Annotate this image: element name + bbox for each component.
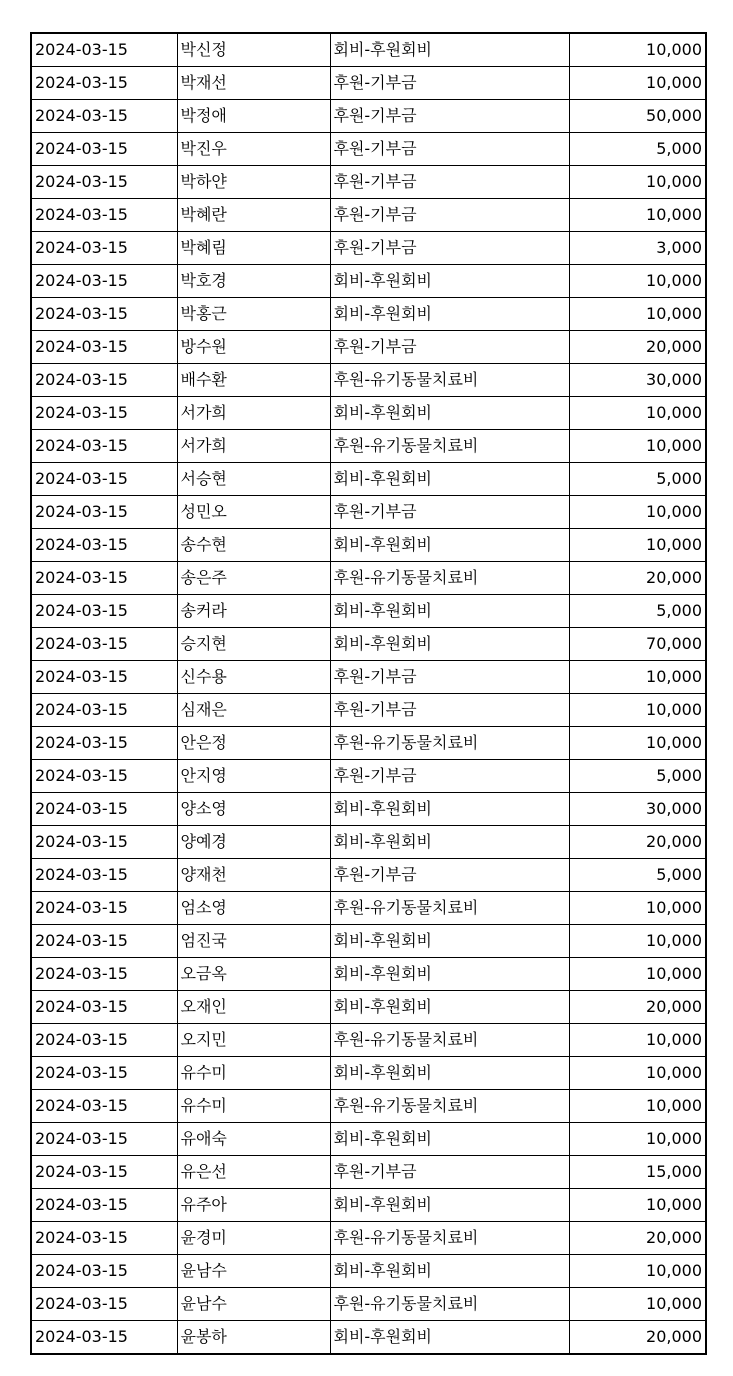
cell-amount: 10,000 xyxy=(569,1288,706,1321)
cell-date: 2024-03-15 xyxy=(31,826,177,859)
cell-name: 윤경미 xyxy=(177,1222,330,1255)
cell-category: 후원-기부금 xyxy=(330,199,569,232)
cell-name: 유은선 xyxy=(177,1156,330,1189)
cell-date: 2024-03-15 xyxy=(31,1255,177,1288)
cell-date: 2024-03-15 xyxy=(31,133,177,166)
cell-category: 회비-후원회비 xyxy=(330,265,569,298)
cell-category: 후원-유기동물치료비 xyxy=(330,727,569,760)
cell-date: 2024-03-15 xyxy=(31,1288,177,1321)
cell-date: 2024-03-15 xyxy=(31,331,177,364)
table-row xyxy=(31,1057,706,1090)
cell-category: 회비-후원회비 xyxy=(330,397,569,430)
cell-amount: 10,000 xyxy=(569,1189,706,1222)
cell-amount: 10,000 xyxy=(569,694,706,727)
table-row xyxy=(31,595,706,628)
cell-category: 회비-후원회비 xyxy=(330,33,569,67)
cell-name: 양예경 xyxy=(177,826,330,859)
cell-amount: 10,000 xyxy=(569,430,706,463)
cell-category: 후원-기부금 xyxy=(330,232,569,265)
cell-amount: 10,000 xyxy=(569,1123,706,1156)
cell-amount: 10,000 xyxy=(569,892,706,925)
cell-date: 2024-03-15 xyxy=(31,100,177,133)
cell-name: 박재선 xyxy=(177,67,330,100)
cell-date: 2024-03-15 xyxy=(31,1222,177,1255)
cell-name: 방수원 xyxy=(177,331,330,364)
cell-amount: 10,000 xyxy=(569,727,706,760)
cell-name: 양재천 xyxy=(177,859,330,892)
cell-amount: 10,000 xyxy=(569,496,706,529)
cell-amount: 30,000 xyxy=(569,793,706,826)
cell-category: 후원-기부금 xyxy=(330,67,569,100)
cell-category: 후원-기부금 xyxy=(330,331,569,364)
cell-date: 2024-03-15 xyxy=(31,67,177,100)
table-row xyxy=(31,925,706,958)
cell-category: 회비-후원회비 xyxy=(330,1321,569,1355)
cell-date: 2024-03-15 xyxy=(31,397,177,430)
table-row xyxy=(31,826,706,859)
cell-date: 2024-03-15 xyxy=(31,628,177,661)
cell-name: 서가희 xyxy=(177,430,330,463)
cell-name: 배수환 xyxy=(177,364,330,397)
cell-date: 2024-03-15 xyxy=(31,1123,177,1156)
cell-date: 2024-03-15 xyxy=(31,991,177,1024)
cell-category: 회비-후원회비 xyxy=(330,1255,569,1288)
cell-amount: 10,000 xyxy=(569,397,706,430)
table-row xyxy=(31,1255,706,1288)
cell-category: 회비-후원회비 xyxy=(330,826,569,859)
cell-category: 회비-후원회비 xyxy=(330,298,569,331)
table-row xyxy=(31,33,706,67)
table-row xyxy=(31,364,706,397)
cell-name: 박정애 xyxy=(177,100,330,133)
cell-amount: 10,000 xyxy=(569,1024,706,1057)
table-row xyxy=(31,331,706,364)
cell-name: 송은주 xyxy=(177,562,330,595)
cell-date: 2024-03-15 xyxy=(31,265,177,298)
cell-amount: 10,000 xyxy=(569,1255,706,1288)
cell-name: 서가희 xyxy=(177,397,330,430)
cell-category: 후원-유기동물치료비 xyxy=(330,1024,569,1057)
cell-amount: 15,000 xyxy=(569,1156,706,1189)
cell-category: 후원-기부금 xyxy=(330,694,569,727)
table-row xyxy=(31,1024,706,1057)
cell-amount: 10,000 xyxy=(569,1090,706,1123)
table-row xyxy=(31,232,706,265)
table-row xyxy=(31,694,706,727)
cell-amount: 20,000 xyxy=(569,1222,706,1255)
cell-date: 2024-03-15 xyxy=(31,430,177,463)
cell-category: 후원-기부금 xyxy=(330,496,569,529)
donation-ledger-table xyxy=(30,32,707,1355)
table-row xyxy=(31,67,706,100)
table-row xyxy=(31,1156,706,1189)
cell-category: 후원-유기동물치료비 xyxy=(330,562,569,595)
cell-amount: 5,000 xyxy=(569,595,706,628)
cell-name: 엄소영 xyxy=(177,892,330,925)
table-row xyxy=(31,199,706,232)
cell-amount: 5,000 xyxy=(569,463,706,496)
cell-category: 후원-유기동물치료비 xyxy=(330,1288,569,1321)
cell-date: 2024-03-15 xyxy=(31,1189,177,1222)
cell-name: 박하얀 xyxy=(177,166,330,199)
table-row xyxy=(31,1288,706,1321)
cell-name: 신수용 xyxy=(177,661,330,694)
cell-date: 2024-03-15 xyxy=(31,727,177,760)
cell-name: 유주아 xyxy=(177,1189,330,1222)
cell-date: 2024-03-15 xyxy=(31,892,177,925)
cell-date: 2024-03-15 xyxy=(31,1024,177,1057)
cell-name: 박혜란 xyxy=(177,199,330,232)
table-row xyxy=(31,661,706,694)
table-row xyxy=(31,298,706,331)
cell-date: 2024-03-15 xyxy=(31,694,177,727)
cell-name: 안은정 xyxy=(177,727,330,760)
table-row xyxy=(31,1321,706,1355)
cell-date: 2024-03-15 xyxy=(31,760,177,793)
cell-date: 2024-03-15 xyxy=(31,496,177,529)
cell-amount: 20,000 xyxy=(569,331,706,364)
cell-amount: 30,000 xyxy=(569,364,706,397)
table-row xyxy=(31,463,706,496)
cell-amount: 10,000 xyxy=(569,661,706,694)
cell-amount: 10,000 xyxy=(569,925,706,958)
cell-amount: 3,000 xyxy=(569,232,706,265)
table-row xyxy=(31,133,706,166)
cell-category: 후원-유기동물치료비 xyxy=(330,430,569,463)
table-row xyxy=(31,859,706,892)
cell-name: 박호경 xyxy=(177,265,330,298)
cell-category: 회비-후원회비 xyxy=(330,529,569,562)
table-row xyxy=(31,727,706,760)
ledger-body xyxy=(31,33,706,1354)
cell-amount: 50,000 xyxy=(569,100,706,133)
cell-date: 2024-03-15 xyxy=(31,529,177,562)
cell-amount: 10,000 xyxy=(569,67,706,100)
cell-category: 회비-후원회비 xyxy=(330,958,569,991)
cell-name: 양소영 xyxy=(177,793,330,826)
cell-date: 2024-03-15 xyxy=(31,925,177,958)
cell-category: 회비-후원회비 xyxy=(330,628,569,661)
cell-amount: 20,000 xyxy=(569,826,706,859)
cell-category: 후원-기부금 xyxy=(330,133,569,166)
cell-name: 성민오 xyxy=(177,496,330,529)
cell-category: 회비-후원회비 xyxy=(330,991,569,1024)
cell-category: 회비-후원회비 xyxy=(330,793,569,826)
cell-name: 윤남수 xyxy=(177,1288,330,1321)
table-row xyxy=(31,496,706,529)
cell-name: 안지영 xyxy=(177,760,330,793)
cell-amount: 10,000 xyxy=(569,265,706,298)
cell-name: 박진우 xyxy=(177,133,330,166)
table-row xyxy=(31,562,706,595)
table-row xyxy=(31,793,706,826)
cell-category: 회비-후원회비 xyxy=(330,925,569,958)
cell-name: 오재인 xyxy=(177,991,330,1024)
table-row xyxy=(31,892,706,925)
cell-name: 윤봉하 xyxy=(177,1321,330,1355)
cell-date: 2024-03-15 xyxy=(31,1156,177,1189)
table-row xyxy=(31,529,706,562)
cell-name: 유수미 xyxy=(177,1090,330,1123)
cell-amount: 5,000 xyxy=(569,760,706,793)
cell-amount: 10,000 xyxy=(569,1057,706,1090)
cell-date: 2024-03-15 xyxy=(31,661,177,694)
table-row xyxy=(31,1123,706,1156)
cell-category: 회비-후원회비 xyxy=(330,1189,569,1222)
cell-category: 후원-유기동물치료비 xyxy=(330,892,569,925)
table-row xyxy=(31,397,706,430)
cell-category: 후원-기부금 xyxy=(330,760,569,793)
table-row xyxy=(31,430,706,463)
cell-category: 후원-유기동물치료비 xyxy=(330,1222,569,1255)
table-row xyxy=(31,166,706,199)
cell-category: 후원-기부금 xyxy=(330,661,569,694)
table-row xyxy=(31,265,706,298)
cell-category: 회비-후원회비 xyxy=(330,1123,569,1156)
cell-amount: 10,000 xyxy=(569,199,706,232)
table-row xyxy=(31,760,706,793)
cell-date: 2024-03-15 xyxy=(31,33,177,67)
table-row xyxy=(31,958,706,991)
cell-amount: 5,000 xyxy=(569,133,706,166)
cell-date: 2024-03-15 xyxy=(31,595,177,628)
table-row xyxy=(31,1090,706,1123)
cell-date: 2024-03-15 xyxy=(31,298,177,331)
cell-name: 박홍근 xyxy=(177,298,330,331)
cell-date: 2024-03-15 xyxy=(31,166,177,199)
cell-amount: 10,000 xyxy=(569,166,706,199)
cell-date: 2024-03-15 xyxy=(31,793,177,826)
cell-date: 2024-03-15 xyxy=(31,463,177,496)
cell-name: 윤남수 xyxy=(177,1255,330,1288)
cell-name: 오금옥 xyxy=(177,958,330,991)
cell-category: 후원-기부금 xyxy=(330,166,569,199)
cell-category: 후원-기부금 xyxy=(330,859,569,892)
table-row xyxy=(31,1189,706,1222)
cell-name: 오지민 xyxy=(177,1024,330,1057)
cell-category: 후원-기부금 xyxy=(330,1156,569,1189)
cell-amount: 10,000 xyxy=(569,298,706,331)
cell-name: 송수현 xyxy=(177,529,330,562)
cell-category: 후원-유기동물치료비 xyxy=(330,1090,569,1123)
table-row xyxy=(31,628,706,661)
cell-amount: 70,000 xyxy=(569,628,706,661)
cell-date: 2024-03-15 xyxy=(31,1321,177,1355)
cell-amount: 20,000 xyxy=(569,1321,706,1355)
cell-name: 박신정 xyxy=(177,33,330,67)
cell-amount: 20,000 xyxy=(569,562,706,595)
cell-amount: 5,000 xyxy=(569,859,706,892)
cell-category: 회비-후원회비 xyxy=(330,595,569,628)
cell-name: 유수미 xyxy=(177,1057,330,1090)
cell-date: 2024-03-15 xyxy=(31,1057,177,1090)
cell-amount: 10,000 xyxy=(569,33,706,67)
cell-date: 2024-03-15 xyxy=(31,364,177,397)
cell-amount: 20,000 xyxy=(569,991,706,1024)
cell-category: 후원-유기동물치료비 xyxy=(330,364,569,397)
cell-amount: 10,000 xyxy=(569,958,706,991)
cell-name: 송커라 xyxy=(177,595,330,628)
table-row xyxy=(31,991,706,1024)
cell-date: 2024-03-15 xyxy=(31,1090,177,1123)
cell-name: 엄진국 xyxy=(177,925,330,958)
cell-amount: 10,000 xyxy=(569,529,706,562)
cell-category: 후원-기부금 xyxy=(330,100,569,133)
cell-name: 심재은 xyxy=(177,694,330,727)
table-row xyxy=(31,100,706,133)
cell-date: 2024-03-15 xyxy=(31,958,177,991)
cell-date: 2024-03-15 xyxy=(31,232,177,265)
cell-category: 회비-후원회비 xyxy=(330,463,569,496)
cell-name: 서승현 xyxy=(177,463,330,496)
cell-date: 2024-03-15 xyxy=(31,562,177,595)
cell-date: 2024-03-15 xyxy=(31,199,177,232)
cell-name: 승지현 xyxy=(177,628,330,661)
cell-name: 유애숙 xyxy=(177,1123,330,1156)
cell-category: 회비-후원회비 xyxy=(330,1057,569,1090)
cell-name: 박혜림 xyxy=(177,232,330,265)
table-row xyxy=(31,1222,706,1255)
cell-date: 2024-03-15 xyxy=(31,859,177,892)
